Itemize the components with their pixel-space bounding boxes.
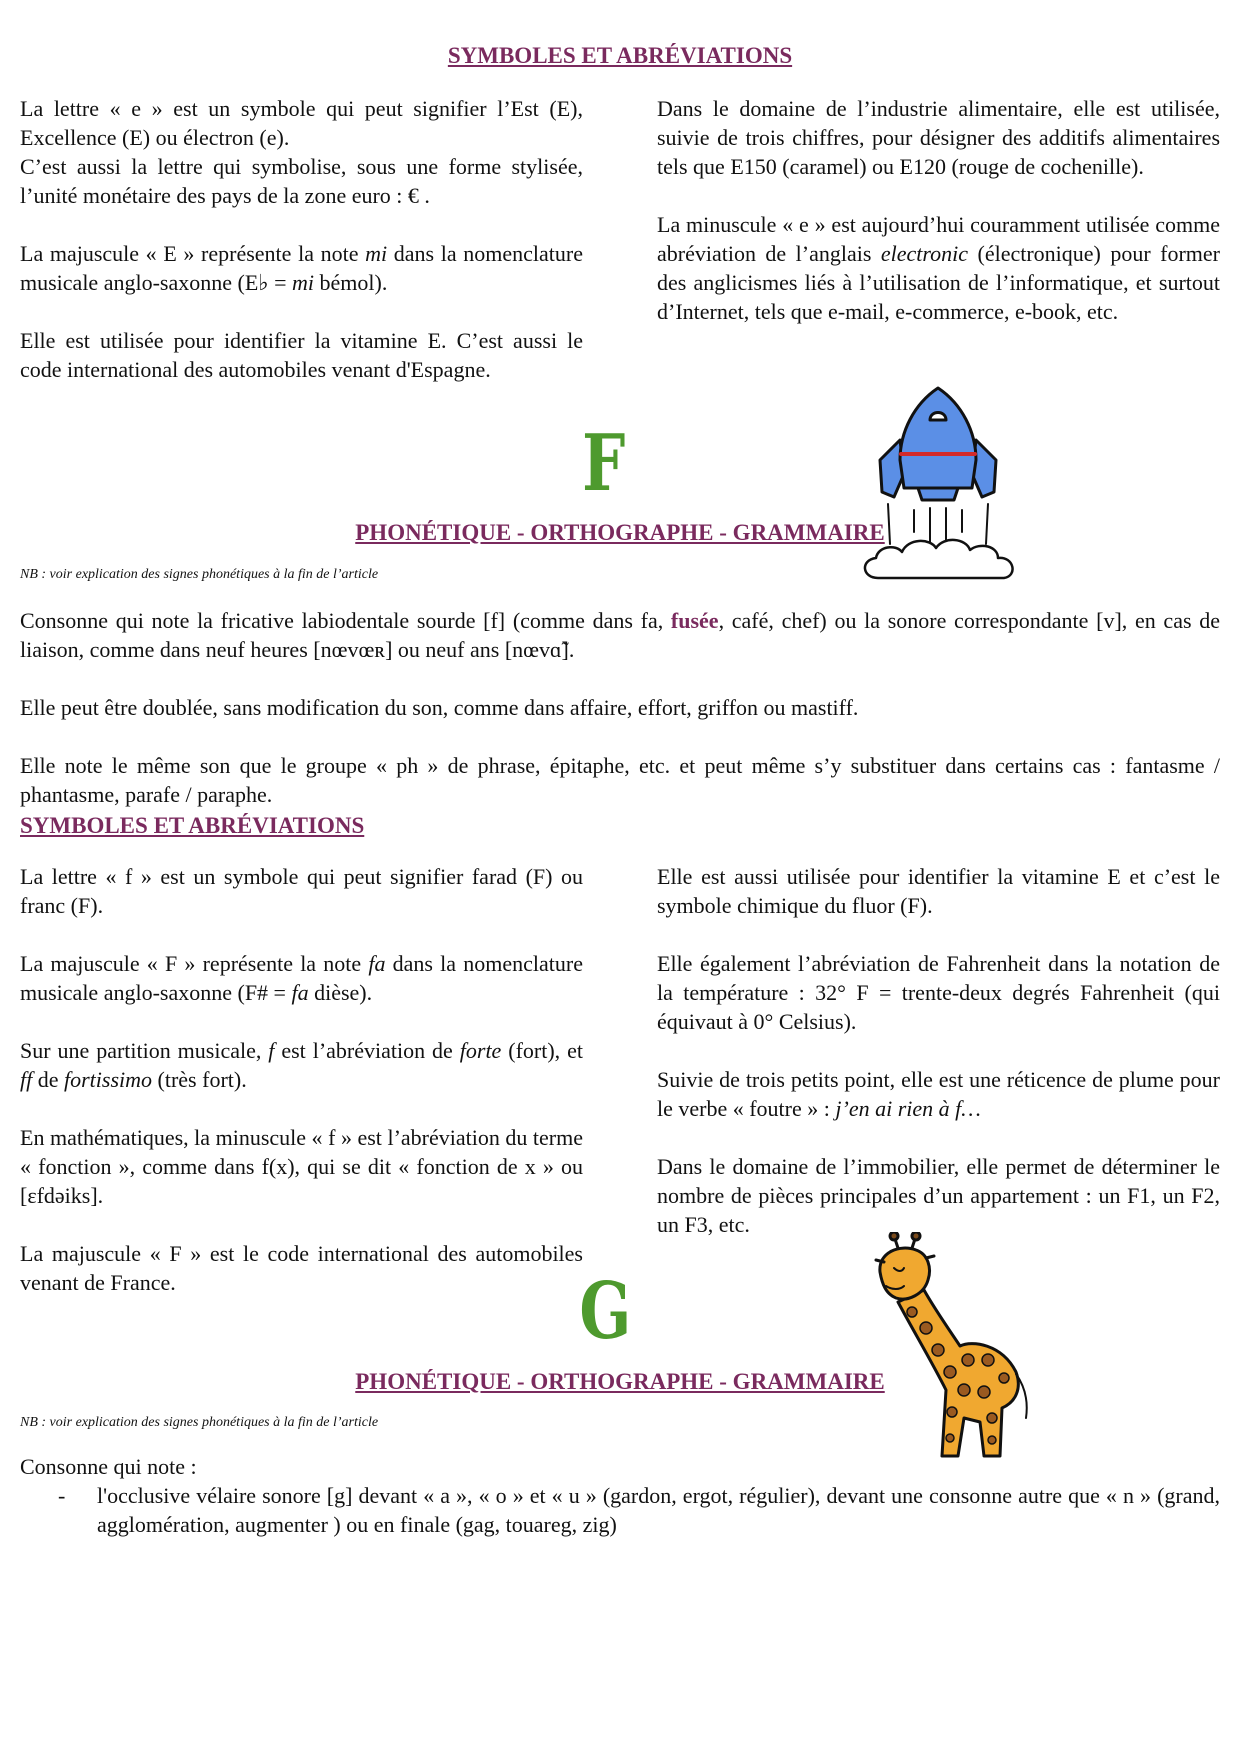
f-right-p4: Dans le domaine de l’immobilier, elle permet de déterminer le nombre de pièces principales d’un appartement : un F1, un F2, un F3, etc. bbox=[657, 1154, 1220, 1237]
f-right-p1: Elle est aussi utilisée pour identifier la vitamine E et c’est le symbole chimique du fluor (F). bbox=[657, 864, 1220, 918]
document-page bbox=[20, 0, 1220, 1754]
e-right-column bbox=[657, 94, 1220, 326]
f-left-p5: La majuscule « F » est le code international des automobiles venant de France. bbox=[20, 1241, 583, 1295]
f-right-p3: Suivie de trois petits point, elle est une réticence de plume pour le verbe « foutre » : j’en ai rien à f… bbox=[657, 1067, 1220, 1121]
e-left-column bbox=[20, 94, 583, 384]
g-phonetic-text bbox=[20, 1452, 1220, 1539]
giraffe-illustration bbox=[868, 1232, 1038, 1462]
f-left-column bbox=[20, 862, 583, 1297]
g-phonetic-heading: PHONÉTIQUE - ORTHOGRAPHE - GRAMMAIRE bbox=[355, 1369, 885, 1394]
g-list bbox=[20, 1481, 1220, 1539]
f-nb-note: NB : voir explication des signes phonétiques à la fin de l’article bbox=[20, 567, 379, 582]
e-left-p3: Elle est utilisée pour identifier la vitamine E. C’est aussi le code international des automobiles venant d'Espagne. bbox=[20, 328, 583, 382]
list-dash: - bbox=[58, 1483, 66, 1508]
e-right-p2: La minuscule « e » est aujourd’hui couramment utilisée comme abréviation de l’anglais electronic (électronique) pour former des anglicismes liés à l’utilisation de l’informatique, et surtout d’Internet, tels que e-mail, e-commerce, e-book, etc. bbox=[657, 212, 1220, 324]
f-left-p2: La majuscule « F » représente la note fa dans la nomenclature musicale anglo-saxonne (F# = fa dièse). bbox=[20, 951, 583, 1005]
e-right-p1: Dans le domaine de l’industrie alimentaire, elle est utilisée, suivie de trois chiffres, pour désigner des additifs alimentaires tels que E150 (caramel) ou E120 (rouge de cochenille). bbox=[657, 96, 1220, 179]
f-phon-p3: Elle note le même son que le groupe « ph » de phrase, épitaphe, etc. et peut même s’y substituer dans certains cas : fantasme / phantasme, parafe / paraphe. bbox=[20, 753, 1220, 807]
rocket-illustration bbox=[858, 382, 1038, 592]
letter-f-title: F bbox=[582, 418, 626, 509]
f-left-p4: En mathématiques, la minuscule « f » est l’abréviation du terme « fonction », comme dans f(x), qui se dit « fonction de x » ou [ɛfdəiks]. bbox=[20, 1125, 583, 1208]
g-intro: Consonne qui note : bbox=[20, 1454, 197, 1479]
e-symbols-heading: SYMBOLES ET ABRÉVIATIONS bbox=[447, 43, 793, 68]
f-phon-p2: Elle peut être doublée, sans modification du son, comme dans affaire, effort, griffon ou mastiff. bbox=[20, 695, 859, 720]
f-right-p2: Elle également l’abréviation de Fahrenheit dans la notation de la température : 32° F = trente-deux degrés Fahrenheit (qui équivaut à 0° Celsius). bbox=[657, 951, 1220, 1034]
f-phon-p1: Consonne qui note la fricative labiodentale sourde [f] (comme dans fa, fusée, café, chef) ou la sonore correspondante [v], en cas de liaison, comme dans neuf heures [nœvœʀ] ou neuf ans [nœvɑ̃]. bbox=[20, 608, 1220, 662]
f-right-column bbox=[657, 862, 1220, 1239]
e-left-p1: La lettre « e » est un symbole qui peut signifier l’Est (E), Excellence (E) ou électron (e). bbox=[20, 96, 583, 150]
list-item: - l'occlusive vélaire sonore [g] devant « a », « o » et « u » (gardon, ergot, régulier), devant une consonne autre que « n » (grand, agglomération, augmenter ) ou en finale (gag, touareg, zig) bbox=[58, 1483, 1220, 1537]
f-left-p1: La lettre « f » est un symbole qui peut signifier farad (F) ou franc (F). bbox=[20, 864, 583, 918]
f-left-p3: Sur une partition musicale, f est l’abréviation de forte (fort), et ff de fortissimo (très fort). bbox=[20, 1038, 583, 1092]
f-phonetic-heading: PHONÉTIQUE - ORTHOGRAPHE - GRAMMAIRE bbox=[355, 520, 885, 545]
e-left-p2: La majuscule « E » représente la note mi dans la nomenclature musicale anglo-saxonne (E♭ = mi bémol). bbox=[20, 241, 583, 295]
letter-g-title: G bbox=[579, 1266, 632, 1357]
f-phonetic-text bbox=[20, 606, 1220, 838]
e-left-p1b: C’est aussi la lettre qui symbolise, sous une forme stylisée, l’unité monétaire des pays de la zone euro : € . bbox=[20, 154, 583, 208]
g-nb-note: NB : voir explication des signes phonétiques à la fin de l’article bbox=[20, 1415, 379, 1430]
f-symbols-heading: SYMBOLES ET ABRÉVIATIONS bbox=[20, 813, 365, 838]
